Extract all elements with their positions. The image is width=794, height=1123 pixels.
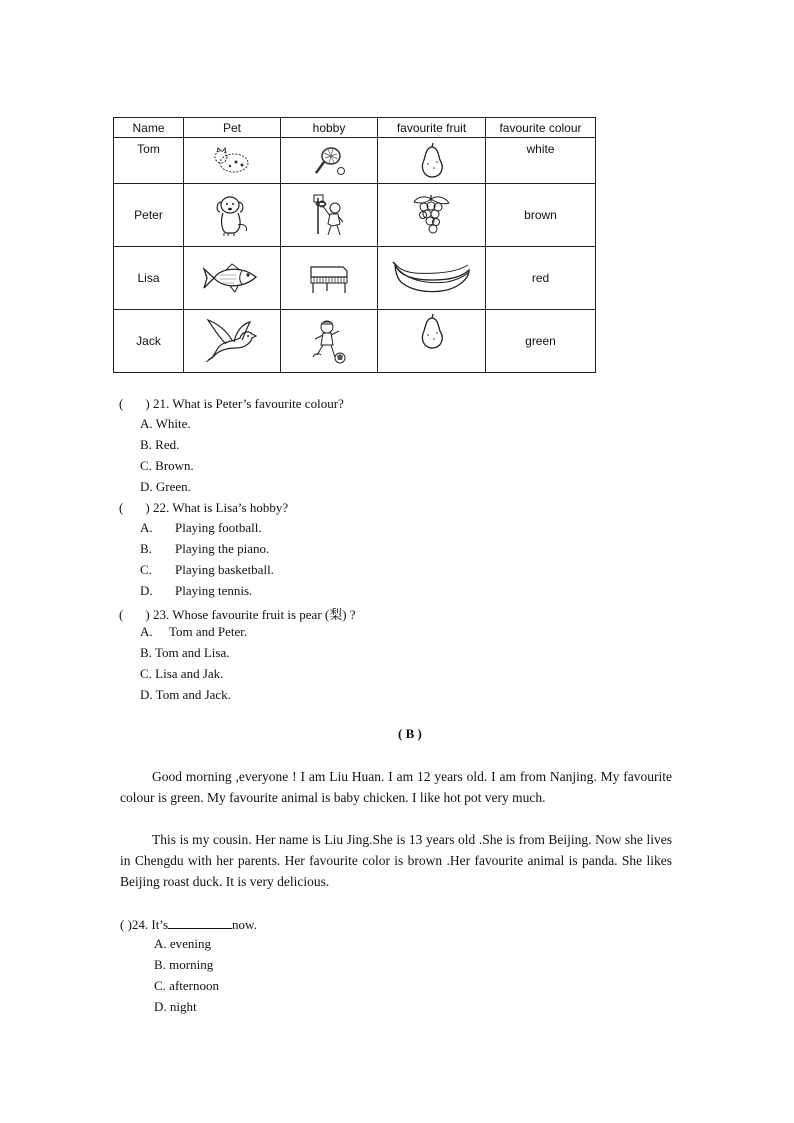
question-24: ( )24. It’s now.	[120, 917, 257, 932]
cell-hobby	[281, 184, 378, 247]
row-name: Jack	[114, 310, 184, 373]
cat-icon	[212, 145, 252, 177]
row-colour: green	[486, 310, 596, 373]
option: C. Brown.	[140, 458, 194, 473]
answer-blank	[168, 915, 232, 929]
row-name: Lisa	[114, 247, 184, 310]
row-name: Peter	[114, 184, 184, 247]
option: B. morning	[154, 957, 214, 972]
question-23: ( ) 23. Whose favourite fruit is pear (梨) ?	[119, 607, 356, 622]
header-name: Name	[114, 118, 184, 138]
option: A. evening	[154, 936, 212, 951]
cell-fruit	[378, 310, 486, 373]
passage-paragraph-2: This is my cousin. Her name is Liu Jing.She is 13 years old .She is from Beijing. Now she lives in Chengdu with her parents. Her favourite color is brown .Her favourite animal is panda. She likes Beijing roast duck. It is very delicious.	[120, 832, 672, 889]
option: D. Green.	[140, 479, 191, 494]
piano-icon	[307, 261, 351, 295]
cell-fruit	[378, 247, 486, 310]
cell-pet	[184, 310, 281, 373]
row-name: Tom	[114, 138, 184, 184]
dog-icon	[212, 193, 252, 237]
header-hobby: hobby	[281, 118, 378, 138]
option: D. night	[154, 999, 197, 1014]
option: A. Tom and Peter.	[140, 624, 248, 639]
table-header-row	[114, 118, 596, 138]
pear-icon	[415, 142, 449, 180]
cell-pet	[184, 184, 281, 247]
grapes-icon	[409, 193, 455, 237]
table-row	[114, 184, 596, 247]
cell-hobby	[281, 138, 378, 184]
option: D. Playing tennis.	[140, 583, 253, 598]
header-pet: Pet	[184, 118, 281, 138]
row-colour: brown	[486, 184, 596, 247]
question-22: ( ) 22. What is Lisa’s hobby?	[119, 500, 289, 515]
option: C. afternoon	[154, 978, 219, 993]
banana-icon	[391, 258, 473, 298]
option: D. Tom and Jack.	[140, 687, 231, 702]
bird-icon	[204, 318, 260, 364]
info-table	[113, 117, 596, 373]
cell-fruit	[378, 138, 486, 184]
football-icon	[309, 317, 349, 365]
option: C. Playing basketball.	[140, 562, 274, 577]
cell-hobby	[281, 310, 378, 373]
basketball-icon	[310, 192, 348, 238]
option: C. Lisa and Jak.	[140, 666, 224, 681]
passage-paragraph-1: Good morning ,everyone ! I am Liu Huan. I am 12 years old. I am from Nanjing. My favourite colour is green. My favourite animal is baby chicken. I like hot pot very much.	[120, 769, 672, 805]
section-b-title: ( B )	[398, 726, 422, 741]
fish-icon	[202, 261, 262, 295]
option: B. Playing the piano.	[140, 541, 270, 556]
option: A. White.	[140, 416, 191, 431]
cell-pet	[184, 247, 281, 310]
tennis-icon	[311, 144, 347, 178]
row-colour: white	[486, 138, 596, 184]
table-row	[114, 247, 596, 310]
pear-icon	[415, 313, 449, 351]
cell-hobby	[281, 247, 378, 310]
option: B. Red.	[140, 437, 180, 452]
cell-pet	[184, 138, 281, 184]
header-fruit: favourite fruit	[378, 118, 486, 138]
option: A. Playing football.	[140, 520, 262, 535]
question-21: ( ) 21. What is Peter’s favourite colour?	[119, 396, 344, 411]
header-colour: favourite colour	[486, 118, 596, 138]
table-row	[114, 138, 596, 184]
table-row	[114, 310, 596, 373]
cell-fruit	[378, 184, 486, 247]
row-colour: red	[486, 247, 596, 310]
option: B. Tom and Lisa.	[140, 645, 230, 660]
